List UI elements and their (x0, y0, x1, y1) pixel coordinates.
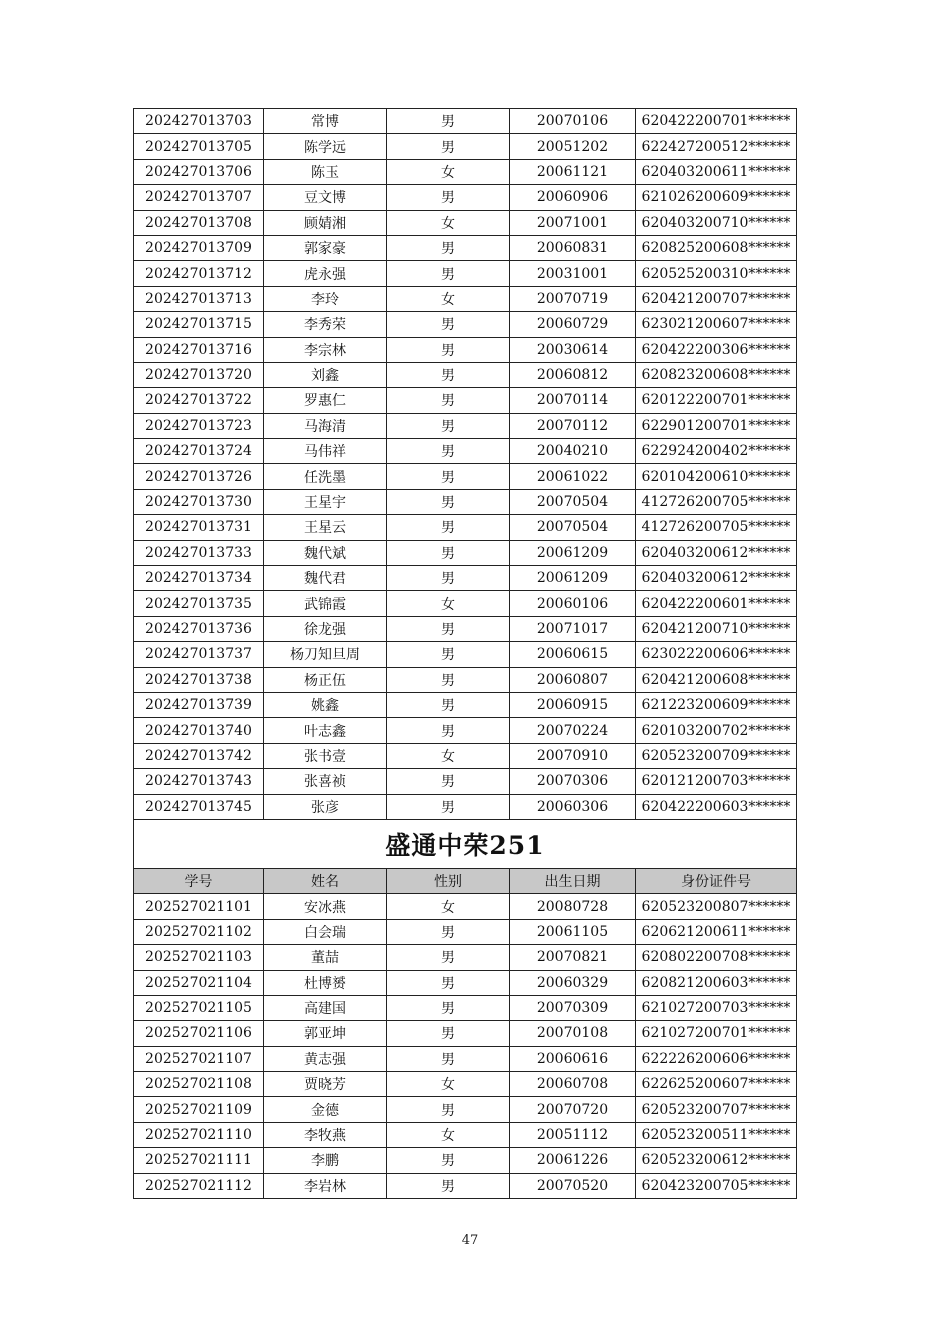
table-row (134, 1097, 797, 1122)
table-row (134, 464, 797, 489)
table-row (134, 995, 797, 1020)
student-name-cell: 贾晓芳 (264, 1072, 387, 1097)
gender-cell: 男 (387, 388, 510, 413)
table-row (134, 109, 797, 134)
student-id-cell: 202427013708 (134, 210, 264, 235)
student-name-cell: 罗惠仁 (264, 388, 387, 413)
id-card-cell: 620421200710****** (636, 616, 797, 641)
header-gender: 性别 (387, 868, 510, 893)
id-card-cell: 621026200609****** (636, 185, 797, 210)
id-card-cell: 620122200701****** (636, 388, 797, 413)
student-name-cell: 叶志鑫 (264, 718, 387, 743)
table-row (134, 692, 797, 717)
student-name-cell: 李牧燕 (264, 1122, 387, 1147)
student-id-cell: 202527021112 (134, 1173, 264, 1198)
student-id-cell: 202527021106 (134, 1021, 264, 1046)
table-row (134, 769, 797, 794)
id-card-cell: 620821200603****** (636, 970, 797, 995)
student-roster-table (133, 108, 797, 1199)
student-id-cell: 202527021108 (134, 1072, 264, 1097)
id-card-cell: 621027200701****** (636, 1021, 797, 1046)
id-card-cell: 620525200310****** (636, 261, 797, 286)
table-row (134, 312, 797, 337)
gender-cell: 男 (387, 566, 510, 591)
student-name-cell: 豆文博 (264, 185, 387, 210)
birth-date-cell: 20061209 (510, 540, 636, 565)
birth-date-cell: 20060915 (510, 692, 636, 717)
student-id-cell: 202427013724 (134, 439, 264, 464)
birth-date-cell: 20061121 (510, 159, 636, 184)
birth-date-cell: 20070504 (510, 489, 636, 514)
birth-date-cell: 20070112 (510, 413, 636, 438)
gender-cell: 男 (387, 1148, 510, 1173)
student-name-cell: 常博 (264, 109, 387, 134)
student-id-cell: 202427013707 (134, 185, 264, 210)
id-card-cell: 620422200601****** (636, 591, 797, 616)
birth-date-cell: 20060708 (510, 1072, 636, 1097)
birth-date-cell: 20060615 (510, 642, 636, 667)
birth-date-cell: 20070106 (510, 109, 636, 134)
student-name-cell: 王星云 (264, 515, 387, 540)
student-name-cell: 郭家豪 (264, 235, 387, 260)
table-row (134, 945, 797, 970)
class-section (134, 819, 797, 893)
birth-date-cell: 20030614 (510, 337, 636, 362)
id-card-cell: 620621200611****** (636, 919, 797, 944)
student-id-cell: 202527021105 (134, 995, 264, 1020)
student-id-cell: 202427013730 (134, 489, 264, 514)
id-card-cell: 620523200511****** (636, 1122, 797, 1147)
table-row (134, 794, 797, 819)
id-card-cell: 620403200710****** (636, 210, 797, 235)
student-name-cell: 黄志强 (264, 1046, 387, 1071)
gender-cell: 男 (387, 970, 510, 995)
birth-date-cell: 20061022 (510, 464, 636, 489)
student-id-cell: 202427013705 (134, 134, 264, 159)
id-card-cell: 620523200612****** (636, 1148, 797, 1173)
student-name-cell: 张书壹 (264, 743, 387, 768)
gender-cell: 男 (387, 919, 510, 944)
student-id-cell: 202427013715 (134, 312, 264, 337)
student-id-cell: 202427013712 (134, 261, 264, 286)
gender-cell: 男 (387, 794, 510, 819)
student-id-cell: 202427013742 (134, 743, 264, 768)
table-row (134, 235, 797, 260)
table-row (134, 566, 797, 591)
birth-date-cell: 20031001 (510, 261, 636, 286)
gender-cell: 男 (387, 261, 510, 286)
id-card-cell: 622901200701****** (636, 413, 797, 438)
gender-cell: 男 (387, 109, 510, 134)
birth-date-cell: 20070910 (510, 743, 636, 768)
table-row (134, 388, 797, 413)
table-row (134, 134, 797, 159)
birth-date-cell: 20061209 (510, 566, 636, 591)
table-row (134, 743, 797, 768)
id-card-cell: 620422200701****** (636, 109, 797, 134)
id-card-cell: 620523200807****** (636, 894, 797, 919)
gender-cell: 男 (387, 769, 510, 794)
student-name-cell: 徐龙强 (264, 616, 387, 641)
gender-cell: 男 (387, 718, 510, 743)
student-name-cell: 张喜祯 (264, 769, 387, 794)
gender-cell: 男 (387, 337, 510, 362)
birth-date-cell: 20060812 (510, 362, 636, 387)
id-card-cell: 620423200705****** (636, 1173, 797, 1198)
student-name-cell: 杨正伍 (264, 667, 387, 692)
student-id-cell: 202427013720 (134, 362, 264, 387)
gender-cell: 女 (387, 1072, 510, 1097)
table-row (134, 1173, 797, 1198)
table-row (134, 667, 797, 692)
student-name-cell: 杜博赟 (264, 970, 387, 995)
student-name-cell: 李宗林 (264, 337, 387, 362)
student-name-cell: 姚鑫 (264, 692, 387, 717)
birth-date-cell: 20080728 (510, 894, 636, 919)
student-name-cell: 魏代君 (264, 566, 387, 591)
gender-cell: 男 (387, 1097, 510, 1122)
id-card-cell: 622924200402****** (636, 439, 797, 464)
table-header-row (134, 868, 797, 893)
table-row (134, 642, 797, 667)
gender-cell: 男 (387, 1173, 510, 1198)
gender-cell: 男 (387, 1021, 510, 1046)
table-row (134, 718, 797, 743)
gender-cell: 男 (387, 1046, 510, 1071)
student-name-cell: 陈玉 (264, 159, 387, 184)
birth-date-cell: 20060616 (510, 1046, 636, 1071)
student-name-cell: 马海清 (264, 413, 387, 438)
gender-cell: 女 (387, 210, 510, 235)
id-card-cell: 620825200608****** (636, 235, 797, 260)
birth-date-cell: 20071017 (510, 616, 636, 641)
student-id-cell: 202527021110 (134, 1122, 264, 1147)
table-row (134, 1021, 797, 1046)
id-card-cell: 620523200707****** (636, 1097, 797, 1122)
header-name: 姓名 (264, 868, 387, 893)
birth-date-cell: 20070821 (510, 945, 636, 970)
birth-date-cell: 20070309 (510, 995, 636, 1020)
birth-date-cell: 20070520 (510, 1173, 636, 1198)
student-name-cell: 李鹏 (264, 1148, 387, 1173)
student-id-cell: 202427013739 (134, 692, 264, 717)
student-name-cell: 杨刀知旦周 (264, 642, 387, 667)
gender-cell: 男 (387, 515, 510, 540)
student-name-cell: 刘鑫 (264, 362, 387, 387)
class-title-row (134, 819, 797, 868)
student-id-cell: 202527021104 (134, 970, 264, 995)
id-card-cell: 620103200702****** (636, 718, 797, 743)
student-name-cell: 任洗墨 (264, 464, 387, 489)
student-name-cell: 顾婧湘 (264, 210, 387, 235)
birth-date-cell: 20060807 (510, 667, 636, 692)
student-id-cell: 202527021111 (134, 1148, 264, 1173)
student-id-cell: 202527021101 (134, 894, 264, 919)
table-row (134, 591, 797, 616)
id-card-cell: 412726200705****** (636, 489, 797, 514)
student-id-cell: 202427013716 (134, 337, 264, 362)
birth-date-cell: 20051112 (510, 1122, 636, 1147)
gender-cell: 男 (387, 439, 510, 464)
table-row (134, 1046, 797, 1071)
birth-date-cell: 20071001 (510, 210, 636, 235)
birth-date-cell: 20061226 (510, 1148, 636, 1173)
id-card-cell: 620823200608****** (636, 362, 797, 387)
birth-date-cell: 20070224 (510, 718, 636, 743)
table-row (134, 1072, 797, 1097)
id-card-cell: 622226200606****** (636, 1046, 797, 1071)
student-name-cell: 李玲 (264, 286, 387, 311)
id-card-cell: 620422200603****** (636, 794, 797, 819)
birth-date-cell: 20070719 (510, 286, 636, 311)
id-card-cell: 620523200709****** (636, 743, 797, 768)
id-card-cell: 412726200705****** (636, 515, 797, 540)
id-card-cell: 620121200703****** (636, 769, 797, 794)
id-card-cell: 621223200609****** (636, 692, 797, 717)
id-card-cell: 620403200611****** (636, 159, 797, 184)
student-id-cell: 202427013737 (134, 642, 264, 667)
birth-date-cell: 20070114 (510, 388, 636, 413)
gender-cell: 男 (387, 312, 510, 337)
gender-cell: 男 (387, 413, 510, 438)
student-id-cell: 202427013703 (134, 109, 264, 134)
birth-date-cell: 20040210 (510, 439, 636, 464)
student-id-cell: 202427013723 (134, 413, 264, 438)
table-row (134, 489, 797, 514)
student-name-cell: 董喆 (264, 945, 387, 970)
birth-date-cell: 20061105 (510, 919, 636, 944)
table-row (134, 1122, 797, 1147)
table-row (134, 970, 797, 995)
student-id-cell: 202427013740 (134, 718, 264, 743)
gender-cell: 女 (387, 286, 510, 311)
table-row (134, 286, 797, 311)
class-rows (134, 894, 797, 1199)
header-birth-date: 出生日期 (510, 868, 636, 893)
birth-date-cell: 20070108 (510, 1021, 636, 1046)
gender-cell: 男 (387, 362, 510, 387)
id-card-cell: 620422200306****** (636, 337, 797, 362)
table-row (134, 185, 797, 210)
birth-date-cell: 20070504 (510, 515, 636, 540)
gender-cell: 女 (387, 591, 510, 616)
gender-cell: 男 (387, 945, 510, 970)
id-card-cell: 623021200607****** (636, 312, 797, 337)
table-row (134, 515, 797, 540)
table-row (134, 210, 797, 235)
gender-cell: 男 (387, 642, 510, 667)
student-id-cell: 202427013709 (134, 235, 264, 260)
student-id-cell: 202427013722 (134, 388, 264, 413)
birth-date-cell: 20051202 (510, 134, 636, 159)
id-card-cell: 620403200612****** (636, 566, 797, 591)
student-id-cell: 202527021103 (134, 945, 264, 970)
student-id-cell: 202427013745 (134, 794, 264, 819)
table-row (134, 413, 797, 438)
birth-date-cell: 20060106 (510, 591, 636, 616)
student-id-cell: 202427013713 (134, 286, 264, 311)
birth-date-cell: 20070306 (510, 769, 636, 794)
birth-date-cell: 20060906 (510, 185, 636, 210)
class-title: 盛通中荣251 (134, 819, 797, 868)
student-id-cell: 202427013706 (134, 159, 264, 184)
id-card-cell: 620421200707****** (636, 286, 797, 311)
gender-cell: 男 (387, 134, 510, 159)
student-id-cell: 202427013743 (134, 769, 264, 794)
student-id-cell: 202427013726 (134, 464, 264, 489)
student-id-cell: 202527021107 (134, 1046, 264, 1071)
gender-cell: 男 (387, 995, 510, 1020)
id-card-cell: 623022200606****** (636, 642, 797, 667)
id-card-cell: 622625200607****** (636, 1072, 797, 1097)
student-name-cell: 武锦霞 (264, 591, 387, 616)
student-name-cell: 张彦 (264, 794, 387, 819)
gender-cell: 男 (387, 616, 510, 641)
student-name-cell: 安冰燕 (264, 894, 387, 919)
header-id-card: 身份证件号 (636, 868, 797, 893)
student-id-cell: 202527021102 (134, 919, 264, 944)
table-row (134, 337, 797, 362)
table-row (134, 616, 797, 641)
table-row (134, 894, 797, 919)
table-row (134, 362, 797, 387)
table-row (134, 439, 797, 464)
student-name-cell: 高建国 (264, 995, 387, 1020)
table-row (134, 919, 797, 944)
student-name-cell: 魏代斌 (264, 540, 387, 565)
table-row (134, 159, 797, 184)
table-row (134, 261, 797, 286)
student-id-cell: 202427013738 (134, 667, 264, 692)
student-name-cell: 金德 (264, 1097, 387, 1122)
gender-cell: 女 (387, 743, 510, 768)
gender-cell: 男 (387, 464, 510, 489)
student-id-cell: 202427013731 (134, 515, 264, 540)
id-card-cell: 620403200612****** (636, 540, 797, 565)
gender-cell: 男 (387, 692, 510, 717)
student-id-cell: 202427013735 (134, 591, 264, 616)
gender-cell: 女 (387, 894, 510, 919)
student-name-cell: 李岩林 (264, 1173, 387, 1198)
student-name-cell: 王星宇 (264, 489, 387, 514)
table-row (134, 1148, 797, 1173)
birth-date-cell: 20060729 (510, 312, 636, 337)
id-card-cell: 620421200608****** (636, 667, 797, 692)
header-student-id: 学号 (134, 868, 264, 893)
student-name-cell: 陈学远 (264, 134, 387, 159)
continued-rows (134, 109, 797, 820)
student-name-cell: 李秀荣 (264, 312, 387, 337)
gender-cell: 女 (387, 159, 510, 184)
student-name-cell: 马伟祥 (264, 439, 387, 464)
gender-cell: 男 (387, 185, 510, 210)
student-id-cell: 202427013734 (134, 566, 264, 591)
id-card-cell: 622427200512****** (636, 134, 797, 159)
student-id-cell: 202427013736 (134, 616, 264, 641)
student-name-cell: 虎永强 (264, 261, 387, 286)
birth-date-cell: 20060329 (510, 970, 636, 995)
id-card-cell: 620802200708****** (636, 945, 797, 970)
gender-cell: 女 (387, 1122, 510, 1147)
gender-cell: 男 (387, 489, 510, 514)
student-name-cell: 郭亚坤 (264, 1021, 387, 1046)
birth-date-cell: 20060306 (510, 794, 636, 819)
gender-cell: 男 (387, 540, 510, 565)
birth-date-cell: 20070720 (510, 1097, 636, 1122)
table-row (134, 540, 797, 565)
gender-cell: 男 (387, 667, 510, 692)
gender-cell: 男 (387, 235, 510, 260)
id-card-cell: 621027200703****** (636, 995, 797, 1020)
page-number: 47 (461, 1233, 479, 1248)
student-name-cell: 白会瑞 (264, 919, 387, 944)
student-id-cell: 202527021109 (134, 1097, 264, 1122)
student-id-cell: 202427013733 (134, 540, 264, 565)
id-card-cell: 620104200610****** (636, 464, 797, 489)
birth-date-cell: 20060831 (510, 235, 636, 260)
